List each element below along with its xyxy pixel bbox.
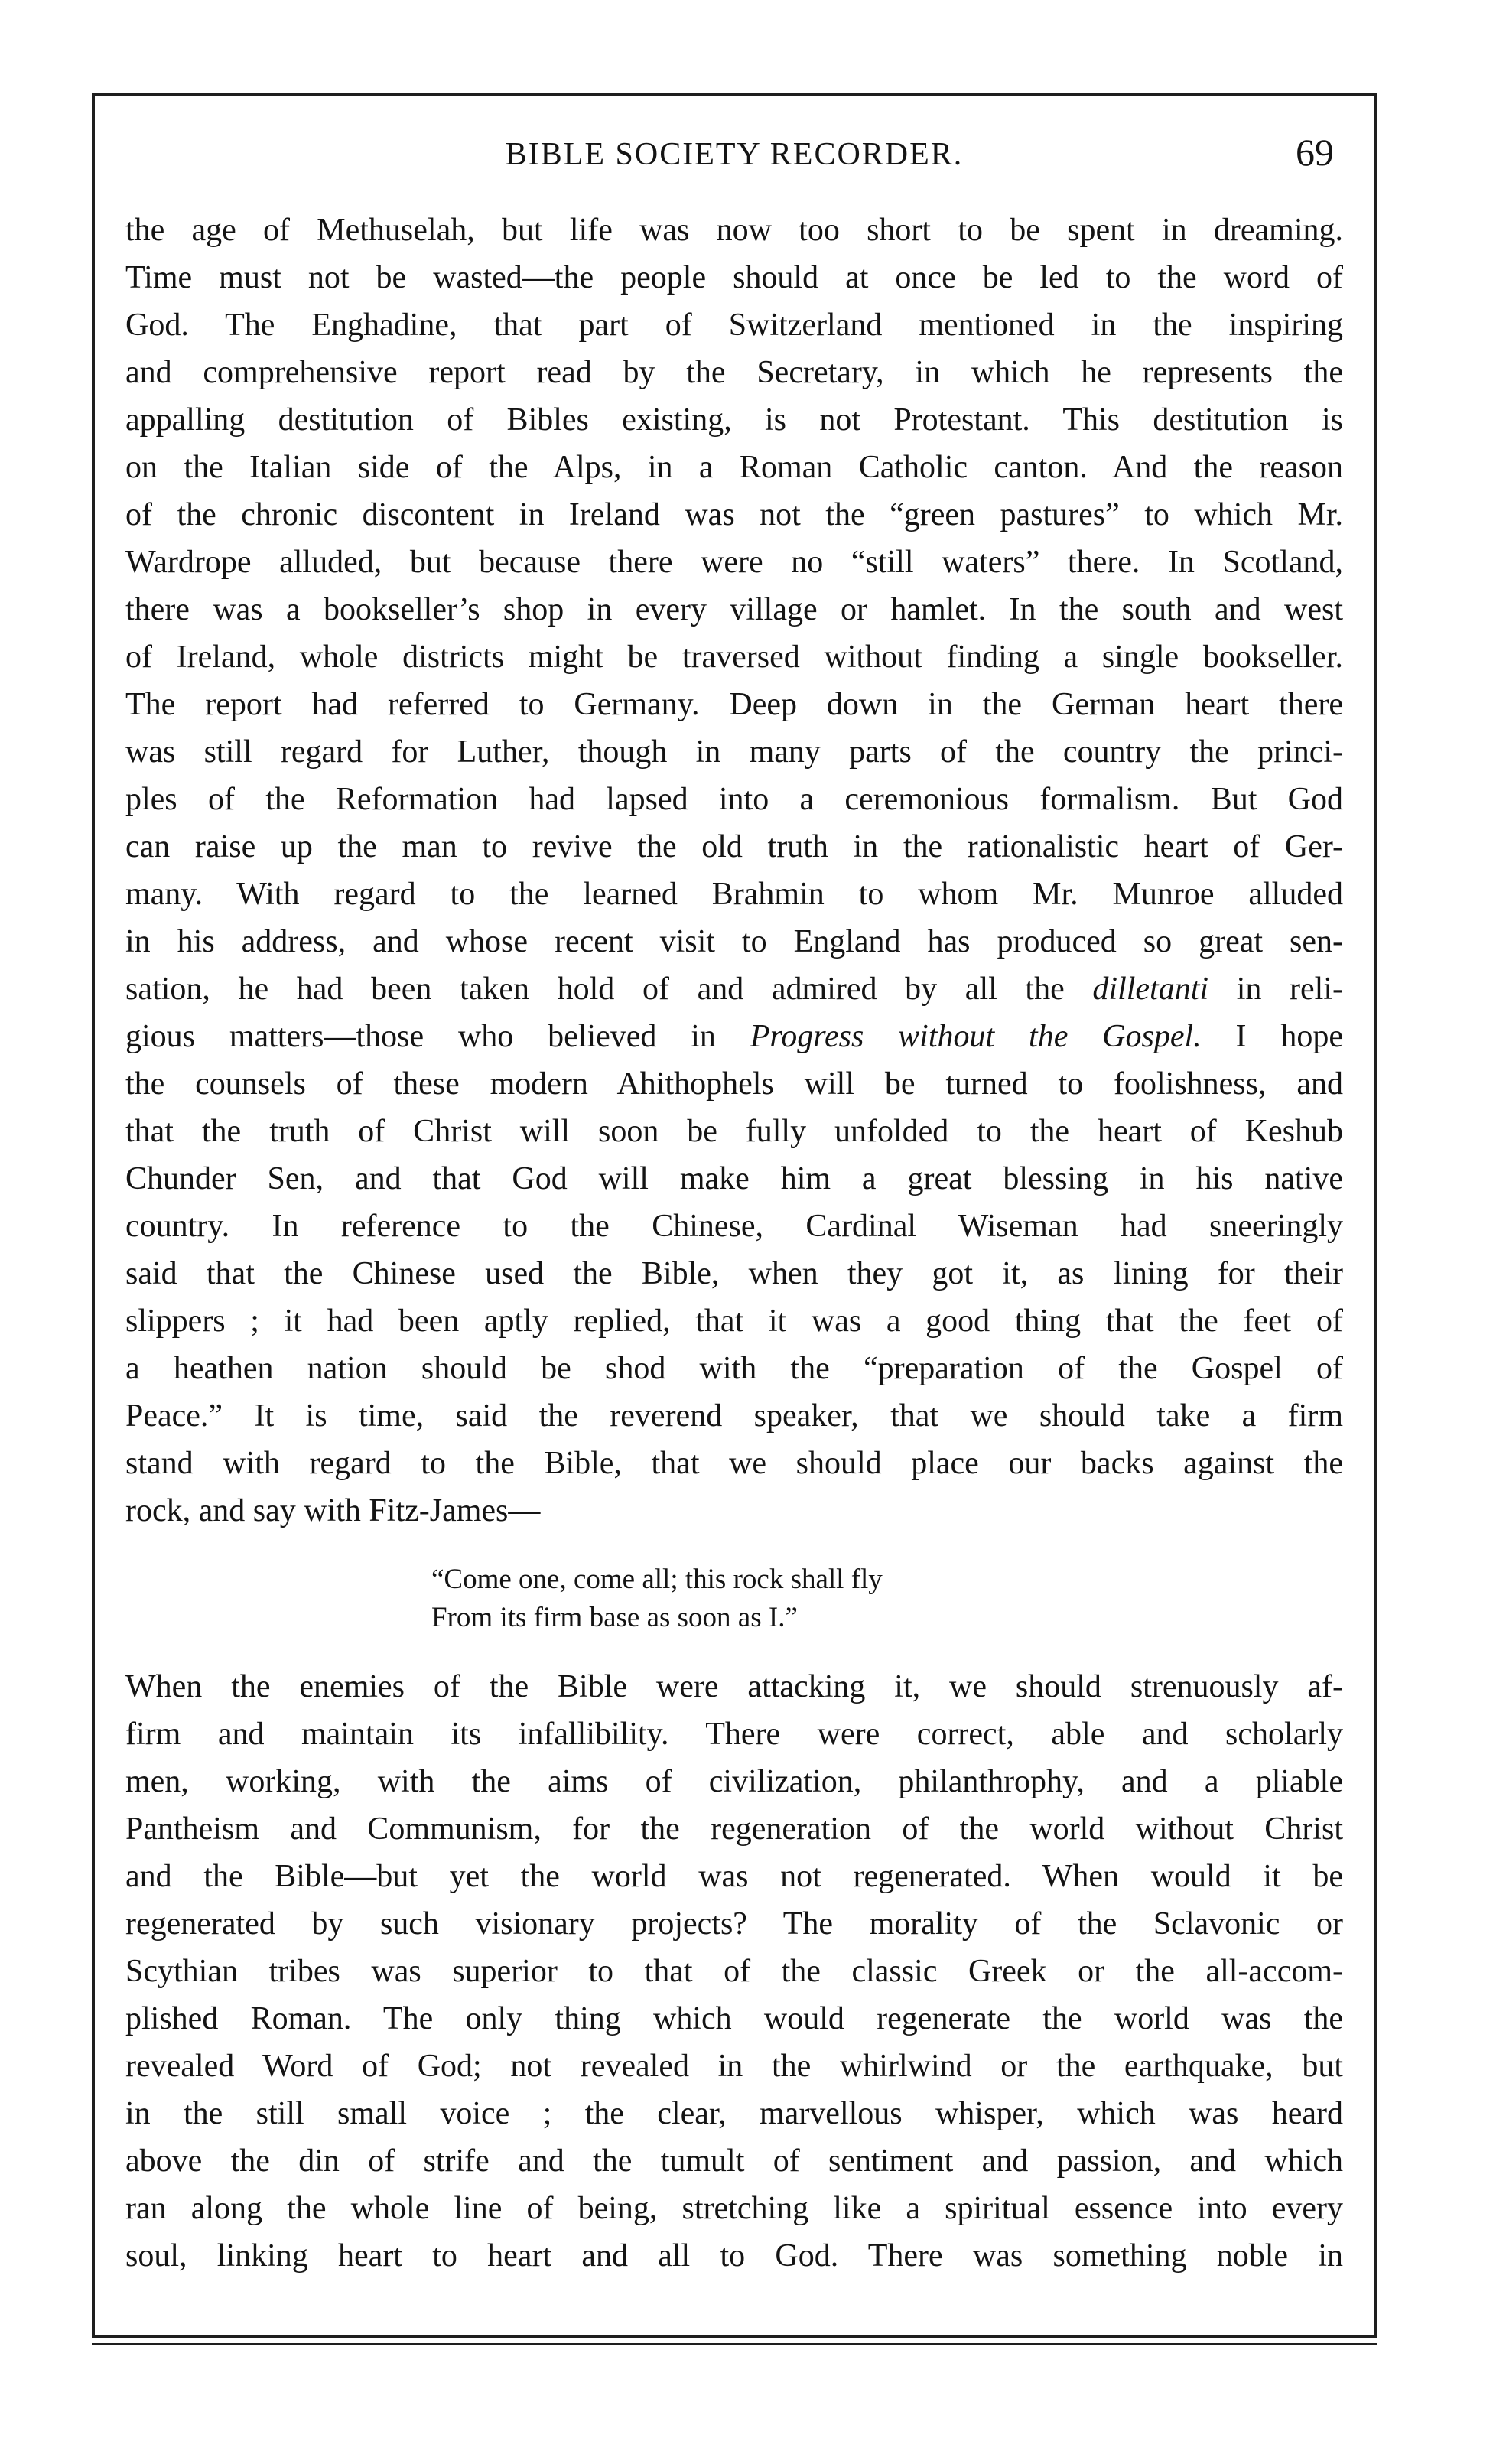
text-line: and comprehensive report read by the Secretary, in which he represents the — [125, 355, 1343, 390]
text-line: soul, linking heart to heart and all to God. There was something noble in — [125, 2238, 1343, 2274]
text-line: country. In reference to the Chinese, Cardinal Wiseman had sneeringly — [125, 1209, 1343, 1244]
text-line: and the Bible—but yet the world was not regenerated. When would it be — [125, 1859, 1343, 1894]
text-line: ran along the whole line of being, stretching like a spiritual essence into every — [125, 2191, 1343, 2226]
text-line: Chunder Sen, and that God will make him a great blessing in his native — [125, 1161, 1343, 1196]
text-line: plished Roman. The only thing which would regenerate the world was the — [125, 2001, 1343, 2036]
quote-line: From its firm base as soon as I.” — [431, 1602, 798, 1633]
body-text — [125, 207, 1343, 2280]
text-line: rock, and say with Fitz-James— — [125, 1493, 541, 1528]
text-line: appalling destitution of Bibles existing, is not Protestant. This destitution is — [125, 402, 1343, 438]
running-title: BIBLE SOCIETY RECORDER. — [505, 137, 964, 172]
text-line: Scythian tribes was superior to that of the classic Greek or the all-accom- — [125, 1954, 1343, 1989]
verse-quote — [125, 1561, 1343, 1637]
text-line: regenerated by such visionary projects? The morality of the Sclavonic or — [125, 1906, 1343, 1942]
text-line: The report had referred to Germany. Deep down in the German heart there — [125, 687, 1343, 722]
text-line: firm and maintain its infallibility. There were correct, able and scholarly — [125, 1717, 1343, 1752]
text-line: revealed Word of God; not revealed in the whirlwind or the earthquake, but — [125, 2049, 1343, 2084]
text-line — [125, 965, 1343, 1013]
text-line: there was a bookseller’s shop in every village or hamlet. In the south and west — [125, 592, 1343, 627]
text-line: above the din of strife and the tumult of sentiment and passion, and which — [125, 2143, 1343, 2179]
text-line: that the truth of Christ will soon be fully unfolded to the heart of Keshub — [125, 1114, 1343, 1149]
text-line: in his address, and whose recent visit to England has produced so great sen- — [125, 924, 1343, 959]
text-segment: sation, he had been taken hold of and admired by all the — [125, 972, 1065, 1007]
text-line: the age of Methuselah, but life was now too short to be spent in dreaming. — [125, 213, 1343, 248]
text-segment: gious matters—those who believed in — [125, 1019, 716, 1054]
italic-title: Progress without the Gospel. — [750, 1019, 1202, 1054]
text-line: When the enemies of the Bible were attacking it, we should strenuously af- — [125, 1669, 1343, 1704]
text-segment: in reli- — [1236, 972, 1343, 1007]
text-line: said that the Chinese used the Bible, when they got it, as lining for their — [125, 1256, 1343, 1291]
text-line: was still regard for Luther, though in many parts of the country the princi- — [125, 734, 1343, 770]
running-head — [122, 130, 1346, 184]
text-line: slippers ; it had been aptly replied, that it was a good thing that the feet of — [125, 1304, 1343, 1339]
italic-term: dilletanti — [1092, 972, 1209, 1007]
text-line: many. With regard to the learned Brahmin to whom Mr. Munroe alluded — [125, 877, 1343, 912]
text-line: God. The Enghadine, that part of Switzerland mentioned in the inspiring — [125, 308, 1343, 343]
paragraph-2 — [125, 1663, 1343, 2280]
text-line: ples of the Reformation had lapsed into a ceremonious formalism. But God — [125, 782, 1343, 817]
text-line: Wardrope alluded, but because there were no “still waters” there. In Scotland, — [125, 545, 1343, 580]
text-line — [125, 1013, 1343, 1060]
text-segment: I hope — [1235, 1019, 1343, 1054]
text-line: on the Italian side of the Alps, in a Roman Catholic canton. And the reason — [125, 450, 1343, 485]
text-line: Peace.” It is time, said the reverend speaker, that we should take a firm — [125, 1398, 1343, 1434]
text-line: of Ireland, whole districts might be traversed without finding a single bookseller. — [125, 640, 1343, 675]
text-line: of the chronic discontent in Ireland was not the “green pastures” to which Mr. — [125, 497, 1343, 532]
text-line: the counsels of these modern Ahithophels will be turned to foolishness, and — [125, 1066, 1343, 1102]
text-line: Pantheism and Communism, for the regeneration of the world without Christ — [125, 1811, 1343, 1847]
text-line: can raise up the man to revive the old truth in the rationalistic heart of Ger- — [125, 829, 1343, 864]
text-line: men, working, with the aims of civilization, philanthrophy, and a pliable — [125, 1764, 1343, 1799]
quote-line: “Come one, come all; this rock shall fly — [431, 1564, 883, 1595]
text-line: Time must not be wasted—the people should at once be led to the word of — [125, 260, 1343, 295]
text-line: stand with regard to the Bible, that we should place our backs against the — [125, 1446, 1343, 1481]
text-line: a heathen nation should be shod with the “preparation of the Gospel of — [125, 1351, 1343, 1386]
paragraph-1 — [125, 207, 1343, 1535]
text-line: in the still small voice ; the clear, marvellous whisper, which was heard — [125, 2096, 1343, 2131]
page-number: 69 — [1296, 131, 1334, 174]
